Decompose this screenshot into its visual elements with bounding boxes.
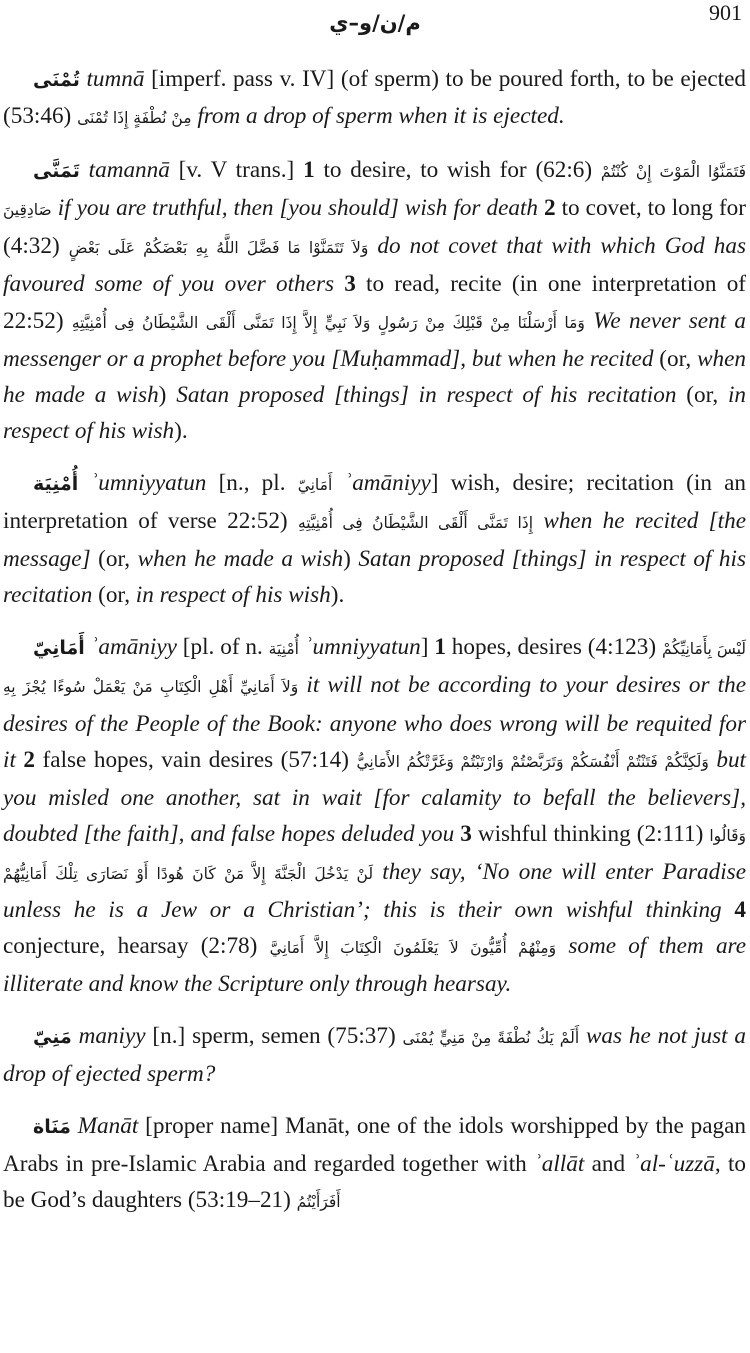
- definition-text: wishful thinking (2:111): [471, 820, 710, 847]
- english-translation: Satan proposed [things] in respect of his recitation: [176, 381, 677, 408]
- entry-headword: أَمَانِيّ: [33, 637, 85, 660]
- definition-text: ): [343, 546, 359, 573]
- definition-text: (or,: [90, 546, 138, 573]
- entry-headword: أُمْنِيَة: [33, 472, 79, 495]
- english-translation: but you misled one another, sat in wait [for calamity to befall the believers], doubted [the faith], and false hopes deluded you: [3, 746, 746, 847]
- sense-number: 1: [434, 634, 446, 661]
- definition-text: conjecture, hearsay (2:78): [3, 933, 270, 960]
- name-transliteration: ʾal-ʿuzzā: [632, 1150, 715, 1177]
- arabic-quote: وَلاَ تَتَمَنَّوْا مَا فَضَّلَ اللَّهُ بِهِ بَعْضَكُمْ عَلَى بَعْضٍ: [68, 239, 369, 258]
- sense-number: 2: [544, 195, 556, 222]
- english-translation: Satan proposed [things] in respect of his recitation: [3, 546, 746, 609]
- english-translation: some of them are illiterate and know the Scripture only through hearsay.: [3, 933, 747, 998]
- entry-transliteration: ʾumniyyatun: [90, 469, 207, 496]
- definition-text: [imperf. pass v. IV] (of sperm) to be poured forth, to be ejected (53:46): [3, 66, 746, 130]
- definition-text: false hopes, vain desires (57:14): [35, 746, 357, 773]
- running-head: م/ن/و–ي: [329, 11, 421, 35]
- definition-text: hopes, desires (4:123): [445, 634, 662, 661]
- page-number: 901: [709, 0, 742, 25]
- definition-text: (or,: [676, 381, 728, 408]
- definition-text: to covet, to long for (4:32): [3, 195, 746, 260]
- arabic-quote: وَمَا أَرْسَلْنَا مِنْ قَبْلِكَ مِنْ رَسُولٍ وَلاَ نَبِيٍّ إِلاَّ إِذَا تَمَنَّى أَلْقَى الشَّيْطَانُ فِى أُمْنِيَّتِهِ: [71, 313, 585, 332]
- arabic-quote: وَمِنْهُمْ أُمِّيُّونَ لاَ يَعْلَمُونَ الْكِتَابَ إِلاَّ أَمَانِيَّ: [269, 939, 557, 958]
- singular-transliteration: ʾumniyyatun: [304, 634, 421, 661]
- sense-number: 2: [23, 746, 36, 773]
- sense-number: 3: [344, 271, 356, 298]
- english-translation: they say, ‘No one will enter Paradise unless he is a Jew or a Christian’; this is their own wishful thinking: [3, 858, 747, 923]
- entry-manat: [3, 1108, 746, 1219]
- entry-transliteration: tumnā: [86, 66, 145, 92]
- definition-text: [n., pl.: [206, 469, 298, 496]
- definition-text: (or,: [659, 345, 698, 372]
- arabic-quote: فَتَمَنَّوُا الْمَوْتَ إِنْ كُنْتُمْ صَادِقِينَ: [3, 163, 747, 220]
- definition-text: ): [158, 381, 177, 408]
- arabic-quote: وَلَكِنَّكُمْ فَتَنْتُمْ أَنْفُسَكُمْ وَتَرَبَّصْتُمْ وَارْتَبْتُمْ وَغَرَّتْكُمُ الأَمَانِيُّ: [356, 752, 709, 771]
- english-translation: from a drop of sperm when it is ejected.: [191, 103, 565, 130]
- arabic-quote: إِذَا تَمَنَّى أَلْقَى الشَّيْطَانُ فِى أُمْنِيَّتِهِ: [297, 514, 534, 533]
- definition-text: ).: [330, 582, 345, 609]
- english-translation: when he recited [the message]: [3, 508, 747, 573]
- definition-text: [pl. of n.: [176, 634, 269, 661]
- sense-number: 3: [460, 820, 472, 847]
- arabic-quote: مِنْ نُطْفَةٍ إِذَا تُمْنَى: [77, 109, 192, 128]
- entry-headword: تُمْنَى: [33, 69, 80, 91]
- definition-text: (or,: [92, 582, 136, 609]
- entry-maniyy: [3, 1018, 746, 1092]
- sense-number: 1: [303, 157, 315, 184]
- definition-text: ).: [174, 417, 188, 444]
- definition-text: [v. V trans.]: [169, 157, 304, 184]
- dictionary-content: [3, 61, 746, 1236]
- english-translation: when he made a wish: [137, 546, 344, 573]
- definition-text: ] wish, desire; recitation (in an interpretation of verse 22:52): [3, 469, 746, 535]
- entry-transliteration: tamannā: [88, 157, 170, 184]
- entry-tumna: [3, 61, 746, 136]
- entry-umniyyatun: [3, 465, 746, 613]
- entry-headword: تَمَنَّى: [33, 160, 80, 183]
- entry-headword: مَنَاة: [33, 1116, 71, 1139]
- arabic-plural: أَمَانِيّ: [297, 475, 333, 494]
- definition-text: and: [584, 1150, 633, 1177]
- entry-tamanna: [3, 152, 746, 449]
- sense-number: 4: [734, 896, 746, 923]
- entry-transliteration: ʾamāniyy: [90, 634, 177, 661]
- definition-text: ]: [420, 634, 435, 661]
- arabic-singular: أُمْنِيَة: [268, 640, 299, 659]
- arabic-quote: أَلَمْ يَكُ نُطْفَةً مِنْ مَنِيٍّ يُمْنَى: [402, 1029, 580, 1048]
- english-translation: when he made a wish: [3, 345, 747, 408]
- english-translation: do not covet that with which God has favoured some of you over others: [3, 233, 746, 298]
- name-transliteration: ʾallāt: [534, 1150, 585, 1177]
- english-translation: in respect of his wish: [135, 582, 331, 609]
- english-translation: was he not just a drop of ejected sperm?: [3, 1023, 746, 1088]
- english-translation: in respect of his wish: [3, 381, 747, 444]
- definition-text: [n.] sperm, semen (75:37): [145, 1023, 403, 1050]
- english-translation: We never sent a messenger or a prophet before you [Muḥammad], but when he recited: [3, 307, 746, 372]
- arabic-quote: وَقَالُوا لَنْ يَدْخُلَ الْجَنَّةَ إِلاَّ مَنْ كَانَ هُودًا أَوْ نَصَارَى تِلْكَ أَمَانِيُّهُمْ: [3, 826, 746, 883]
- entry-headword: مَنِيّ: [33, 1026, 72, 1049]
- entry-amaniyy: [3, 629, 746, 1002]
- english-translation: it will not be according to your desires or the desires of the People of the Book: anyone who does wrong will be requited for it: [3, 672, 746, 773]
- definition-text: , to be God’s daughters (53:19–21): [3, 1150, 746, 1213]
- definition-text: to read, recite (in one interpretation of 22:52): [3, 271, 747, 334]
- definition-text: to desire, to wish for (62:6): [314, 157, 601, 184]
- plural-transliteration: ʾamāniyy: [344, 469, 431, 496]
- entry-transliteration: Manāt: [77, 1113, 139, 1140]
- definition-text: [proper name] Manāt, one of the idols worshipped by the pagan Arabs in pre-Islamic Arabia and regarded together with: [3, 1113, 747, 1177]
- arabic-quote: أَفَرَأَيْتُمُ: [296, 1192, 341, 1211]
- entry-transliteration: maniyy: [78, 1023, 146, 1050]
- english-translation: if you are truthful, then [you should] wish for death: [51, 195, 544, 222]
- arabic-quote: لَيْسَ بِأَمَانِيِّكُمْ وَلاَ أَمَانِيِّ أَهْلِ الْكِتَابِ مَنْ يَعْمَلْ سُوءًا يُجْزَ بِهِ: [3, 640, 747, 697]
